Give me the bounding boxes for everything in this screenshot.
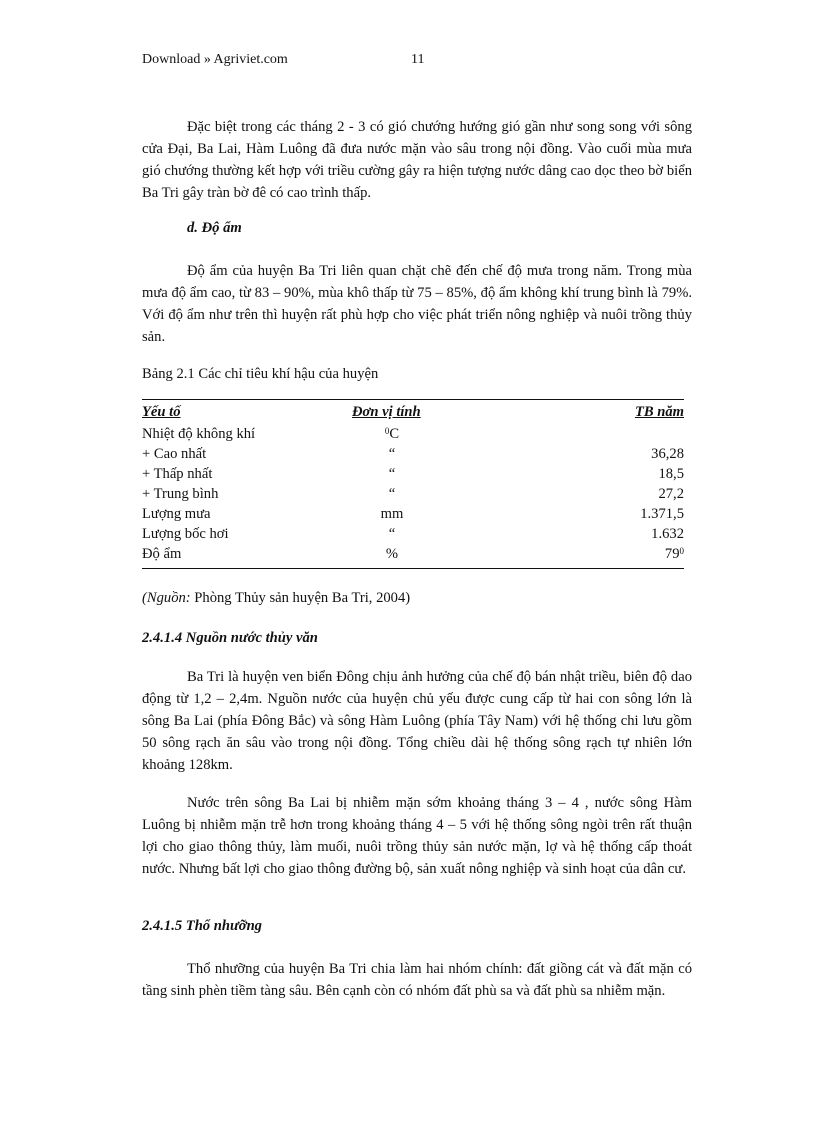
cell-unit: “ (388, 486, 396, 502)
humidity-value-base: 79 (664, 546, 680, 562)
table-row (142, 524, 684, 544)
table-header-row (142, 402, 684, 422)
paragraph-soil: Thổ nhưỡng của huyện Ba Tri chia làm hai nhóm chính: đất giồng cát và đất mặn có tầng sinh phèn tiềm tàng sâu. Bên cạnh còn có nhóm đất phù sa và đất phù sa nhiễm mặn. (142, 961, 692, 999)
cell-factor: Độ ẩm (142, 546, 182, 562)
page-header-source: Download » Agriviet.com (142, 52, 288, 67)
source-text: Phòng Thủy sản huyện Ba Tri, 2004) (190, 590, 411, 606)
header-factor: Yếu tố (142, 404, 181, 420)
cell-factor: Nhiệt độ không khí (142, 426, 256, 442)
heading-water-hydrology: 2.4.1.4 Nguồn nước thủy văn (142, 630, 318, 646)
page-number: 11 (411, 52, 425, 67)
degree-base: C (389, 426, 400, 442)
cell-unit: mm (380, 506, 404, 522)
cell-factor: + Trung bình (142, 486, 219, 502)
cell-factor: + Cao nhất (142, 446, 207, 462)
cell-value: 36,28 (651, 446, 684, 462)
humidity-value-sup: 0 (679, 546, 684, 556)
cell-factor: + Thấp nhất (142, 466, 213, 482)
cell-unit: “ (388, 446, 396, 462)
cell-unit: % (385, 546, 399, 562)
table-row (142, 504, 684, 524)
paragraph-water-2: Nước trên sông Ba Lai bị nhiễm mặn sớm khoảng tháng 3 – 4 , nước sông Hàm Luông bị nhiễm mặn trễ hơn trong khoảng tháng 4 – 5 với hệ thống sông ngòi trên rất thuận lợi cho giao thông thủy, làm muối, nuôi trồng thủy sản nước mặn, lợ và hệ thống cấp thoát nước. Nhưng bất lợi cho giao thông đường bộ, sản xuất nông nghiệp và sinh hoạt của dân cư. (142, 795, 692, 877)
cell-value: 27,2 (658, 486, 684, 502)
header-unit: Đơn vị tính (352, 404, 421, 420)
cell-factor: Lượng bốc hơi (142, 526, 229, 542)
table-row (142, 464, 684, 484)
cell-value (665, 544, 684, 564)
cell-factor: Lượng mưa (142, 506, 211, 522)
paragraph-humidity: Độ ẩm của huyện Ba Tri liên quan chặt chẽ đến chế độ mưa trong năm. Trong mùa mưa độ ẩm cao, từ 83 – 90%, mùa khô thấp từ 75 – 85%, độ ẩm không khí trung bình là 79%. Với độ ẩm như trên thì huyện rất phù hợp cho việc phát triển nông nghiệp và nuôi trồng thủy sản. (142, 263, 692, 345)
source-label: (Nguồn: (142, 590, 191, 606)
paragraph-water-1: Ba Tri là huyện ven biển Đông chịu ảnh hưởng của chế độ bán nhật triều, biên độ dao động từ 1,2 – 2,4m. Nguồn nước của huyện chủ yếu được cung cấp từ hai con sông lớn là sông Ba Lai (phía Đông Bắc) và sông Hàm Luông (phía Tây Nam) với hệ thống chi lưu gồm 50 sông rạch ăn sâu vào trong nội đồng. Tổng chiều dài hệ thống sông rạch tự nhiên lớn khoảng 128km. (142, 669, 692, 773)
cell-unit: “ (388, 466, 396, 482)
header-annual-avg: TB năm (634, 404, 684, 420)
cell-unit: “ (388, 526, 396, 542)
paragraph-wind: Đặc biệt trong các tháng 2 - 3 có gió chướng hướng gió gần như song song với sông cửa Đại, Ba Lai, Hàm Luông đã đưa nước mặn vào sâu trong nội đồng. Vào cuối mùa mưa gió chướng thường kết hợp với triều cường gây ra hiện tượng nước dâng cao dọc theo bờ biển Ba Tri gây tràn bờ đê có cao trình thấp. (142, 119, 692, 201)
cell-unit (372, 424, 412, 444)
table-caption: Bảng 2.1 Các chỉ tiêu khí hậu của huyện (142, 366, 379, 382)
table-row (142, 444, 684, 464)
table-top-rule (142, 399, 684, 400)
heading-soil: 2.4.1.5 Thổ nhưỡng (142, 918, 262, 934)
cell-value: 1.371,5 (640, 506, 684, 522)
table-bottom-rule (142, 568, 684, 569)
cell-value: 18,5 (658, 466, 684, 482)
degree-sup: 0 (384, 426, 390, 436)
cell-value: 1.632 (651, 526, 684, 542)
table-row (142, 424, 684, 444)
table-row (142, 484, 684, 504)
table-row (142, 544, 684, 564)
source-note (142, 590, 410, 607)
heading-humidity: d. Độ ẩm (187, 220, 242, 236)
